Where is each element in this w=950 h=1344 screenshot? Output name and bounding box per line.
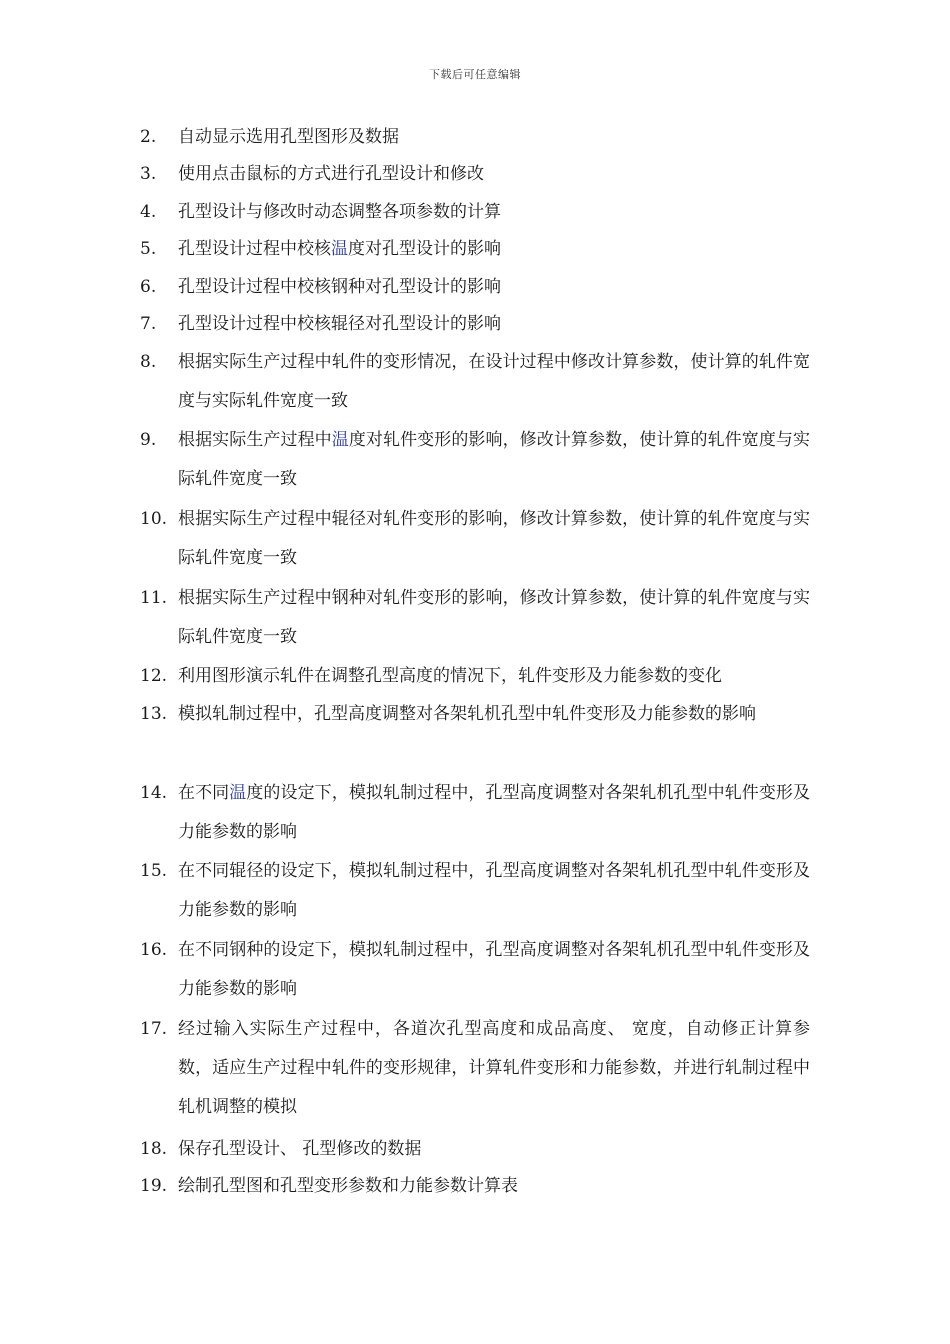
text-segment: 根据实际生产过程中	[178, 430, 332, 450]
page-header-note: 下载后可任意编辑	[429, 68, 521, 81]
list-item-number: 9.	[140, 430, 157, 450]
text-segment: 在不同	[178, 783, 230, 803]
list-item-text	[178, 230, 810, 269]
list-item-text: 孔型设计过程中校核钢种对孔型设计的影响	[178, 277, 501, 297]
list-item-number: 8.	[140, 352, 157, 372]
list-item-text: 自动显示选用孔型图形及数据	[178, 127, 399, 147]
list-item-number: 5.	[140, 239, 157, 259]
list-item-number: 14.	[140, 783, 168, 803]
list-item-text: 根据实际生产过程中钢种对轧件变形的影响，修改计算参数，使计算的轧件宽度与实际轧件宽度一致	[178, 588, 810, 647]
list-item-text: 根据实际生产过程中轧件的变形情况，在设计过程中修改计算参数，使计算的轧件宽度与实际轧件宽度一致	[178, 352, 810, 411]
text-segment: 度对轧件变形的影响，修改计算参数，使计算的轧件宽度与实际轧件宽度一致	[178, 430, 811, 489]
text-segment: 度对孔型设计的影响	[348, 239, 501, 259]
list-item-number: 7.	[140, 314, 157, 334]
list-item-text	[178, 421, 810, 499]
text-segment: 孔型设计过程中校核	[178, 239, 331, 259]
list-item-number: 4.	[140, 202, 157, 222]
list-item-number: 13.	[140, 704, 168, 724]
list-item-text: 在不同辊径的设定下，模拟轧制过程中，孔型高度调整对各架轧机孔型中轧件变形及力能参数的影响	[178, 861, 810, 920]
list-item-number: 11.	[140, 588, 168, 608]
list-item-number: 10.	[140, 509, 168, 529]
text-segment: 度的设定下，模拟轧制过程中，孔型高度调整对各架轧机孔型中轧件变形及力能参数的影响	[178, 783, 811, 842]
list-item-number: 3.	[140, 164, 157, 184]
list-item-number: 16.	[140, 940, 168, 960]
list-item-text: 孔型设计与修改时动态调整各项参数的计算	[178, 202, 501, 222]
list-item-number: 12.	[140, 666, 168, 686]
list-item-number: 19.	[140, 1176, 168, 1196]
list-item-text	[178, 774, 810, 852]
list-item-number: 17.	[140, 1019, 168, 1039]
list-item-text: 利用图形演示轧件在调整孔型高度的情况下，轧件变形及力能参数的变化	[178, 666, 722, 686]
list-item-text: 使用点击鼠标的方式进行孔型设计和修改	[178, 164, 484, 184]
list-item-text: 经过输入实际生产过程中，各道次孔型高度和成品高度、 宽度，自动修正计算参数，适应生产过程中轧件的变形规律，计算轧件变形和力能参数，并进行轧制过程中轧机调整的模拟	[178, 1019, 810, 1117]
list-item-text: 在不同钢种的设定下，模拟轧制过程中，孔型高度调整对各架轧机孔型中轧件变形及力能参数的影响	[178, 940, 810, 999]
list-item-text: 保存孔型设计、 孔型修改的数据	[178, 1139, 422, 1159]
highlighted-text: 温	[331, 430, 349, 450]
list-item-text: 绘制孔型图和孔型变形参数和力能参数计算表	[178, 1176, 518, 1196]
list-item-number: 18.	[140, 1139, 168, 1159]
list-item-text: 孔型设计过程中校核辊径对孔型设计的影响	[178, 314, 501, 334]
list-item-number: 15.	[140, 861, 168, 881]
list-item-text: 根据实际生产过程中辊径对轧件变形的影响，修改计算参数，使计算的轧件宽度与实际轧件宽度一致	[178, 509, 810, 568]
highlighted-text: 温	[229, 783, 247, 803]
list-item-text: 模拟轧制过程中，孔型高度调整对各架轧机孔型中轧件变形及力能参数的影响	[178, 704, 756, 724]
list-item-number: 6.	[140, 277, 157, 297]
list-item-number: 2.	[140, 127, 157, 147]
highlighted-text: 温	[331, 239, 348, 259]
